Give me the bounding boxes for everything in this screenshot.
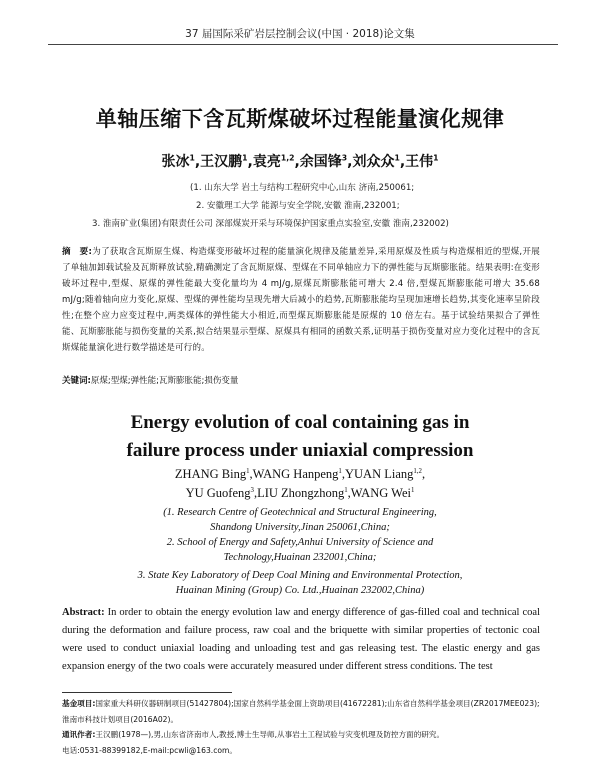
footnotes — [62, 696, 540, 758]
en-affiliation-1a: (1. Research Centre of Geotechnical and Structural Engineering, — [163, 507, 437, 518]
cn-author: 王汉鹏$^1$, — [200, 153, 253, 170]
cn-abstract-label: 摘 要: — [62, 247, 93, 257]
footnote-fund: 基金项目:国家重大科研仪器研制项目(51427804);国家自然科学基金面上资助项目(41672281);山东省自然科学基金项目(ZR2017MEE023);淮南市科技计划项目(2016A02)。 — [62, 699, 540, 724]
footnote-contact: 电话:0531-88399182,E-mail:pcwli@163.com。 — [62, 745, 238, 755]
cn-affiliation-2: 2. 安徽理工大学 能源与安全学院,安徽 淮南,232001; — [196, 201, 400, 211]
footnote-rule — [62, 692, 232, 693]
footnote-author: 通讯作者:王汉鹏(1978—),男,山东省济南市人,教授,博士生导师,从事岩土工程试验与灾变机理及防控方面的研究。 — [62, 730, 445, 739]
cn-keywords — [62, 374, 540, 386]
en-authors-line-1 — [0, 467, 600, 482]
en-title-line-1: Energy evolution of coal containing gas in — [130, 412, 470, 433]
cn-author: 王伟$^1$ — [405, 153, 439, 170]
en-affiliation-3a: 3. State Key Laboratory of Deep Coal Mining and Environmental Protection, — [137, 570, 463, 581]
en-author: YUAN Liang$^{1,2}$, — [344, 467, 426, 481]
en-affiliation-2b: Technology,Huainan 232001,China; — [223, 552, 377, 563]
cn-title: 单轴压缩下含瓦斯煤破坏过程能量演化规律 — [95, 107, 505, 131]
en-abstract — [62, 604, 540, 676]
cn-author: 张冰$^1$, — [161, 153, 201, 170]
en-abstract-label: Abstract: — [62, 607, 105, 618]
en-author: ZHANG Bing$^1$, — [174, 467, 253, 481]
running-head: 37 届国际采矿岩层控制会议(中国 · 2018)论文集 — [185, 28, 415, 40]
cn-author: 刘众众$^1$, — [352, 153, 406, 170]
header-rule — [48, 44, 558, 45]
en-title-line-2: failure process under uniaxial compression — [126, 440, 474, 461]
en-authors-line-2 — [0, 486, 600, 501]
en-author: YU Guofeng$^3$, — [185, 486, 258, 500]
cn-author: 袁亮$^{1,2}$, — [252, 153, 300, 170]
cn-authors — [0, 151, 600, 171]
cn-keywords-text: 原煤;型煤;弹性能;瓦斯膨胀能;损伤变量 — [90, 376, 239, 386]
en-author: LIU Zhongzhong$^1$, — [257, 486, 351, 500]
cn-abstract-text: 为了获取含瓦斯原生煤、构造煤变形破坏过程的能量演化规律及能量差异,采用原煤及性质与构造煤相近的型煤,开展了单轴加卸载试验及瓦斯释放试验,精确测定了含瓦斯原煤、型煤在不同单轴应力下的弹性能与瓦斯膨胀能。结果表明:在变形破坏过程中,型煤、原煤的弹性能最大变化量均为 4 mJ/g,原煤瓦斯膨胀能可增大 2.4 倍,型煤瓦斯膨胀能可增大 35.68 mJ/g;随着轴向应力变化,原煤、型煤的弹性能均呈现先增大后减小的趋势,瓦斯膨胀能均呈现加速增长趋势,其变化速率呈阶段性;在整个应力应变过程中,两类煤体的弹性能大小相近,而型煤瓦斯膨胀能是原煤的 10 倍左右。基于试验结果拟合了弹性能、瓦斯膨胀能与损伤变量的关系,拟合结果显示型煤、原煤具有相同的函数关系,证明基于损伤变量对应力变化过程中的含瓦斯煤能量演化进行数学描述是可行的。 — [62, 247, 540, 353]
en-affiliation-2a: 2. School of Energy and Safety,Anhui University of Science and — [166, 537, 434, 548]
en-author: WANG Wei$^1$ — [350, 486, 415, 500]
cn-affiliation-1: (1. 山东大学 岩土与结构工程研究中心,山东 济南,250061; — [190, 183, 415, 193]
cn-abstract — [62, 244, 540, 356]
cn-affiliation-3: 3. 淮南矿业(集团)有限责任公司 深部煤炭开采与环境保护国家重点实验室,安徽 淮南,232002) — [92, 219, 449, 229]
cn-keywords-label: 关键词: — [62, 376, 91, 386]
cn-author: 余国锋$^3$, — [299, 153, 353, 170]
en-affiliation-3b: Huainan Mining (Group) Co. Ltd.,Huainan 232002,China) — [175, 585, 425, 596]
en-author: WANG Hanpeng$^1$, — [252, 467, 345, 481]
en-abstract-text: In order to obtain the energy evolution law and energy difference of gas-filled coal and technical coal during the deformation and failure process, raw coal and the briquette with similar properties of tectonic coal were used to conduct uniaxial loading and unloading test and gas releasing test. The elastic energy and gas expansion energy of the two coals were accurately measured under different stress conditions. The test — [62, 607, 540, 672]
en-affiliation-1b: Shandong University,Jinan 250061,China; — [210, 522, 390, 533]
